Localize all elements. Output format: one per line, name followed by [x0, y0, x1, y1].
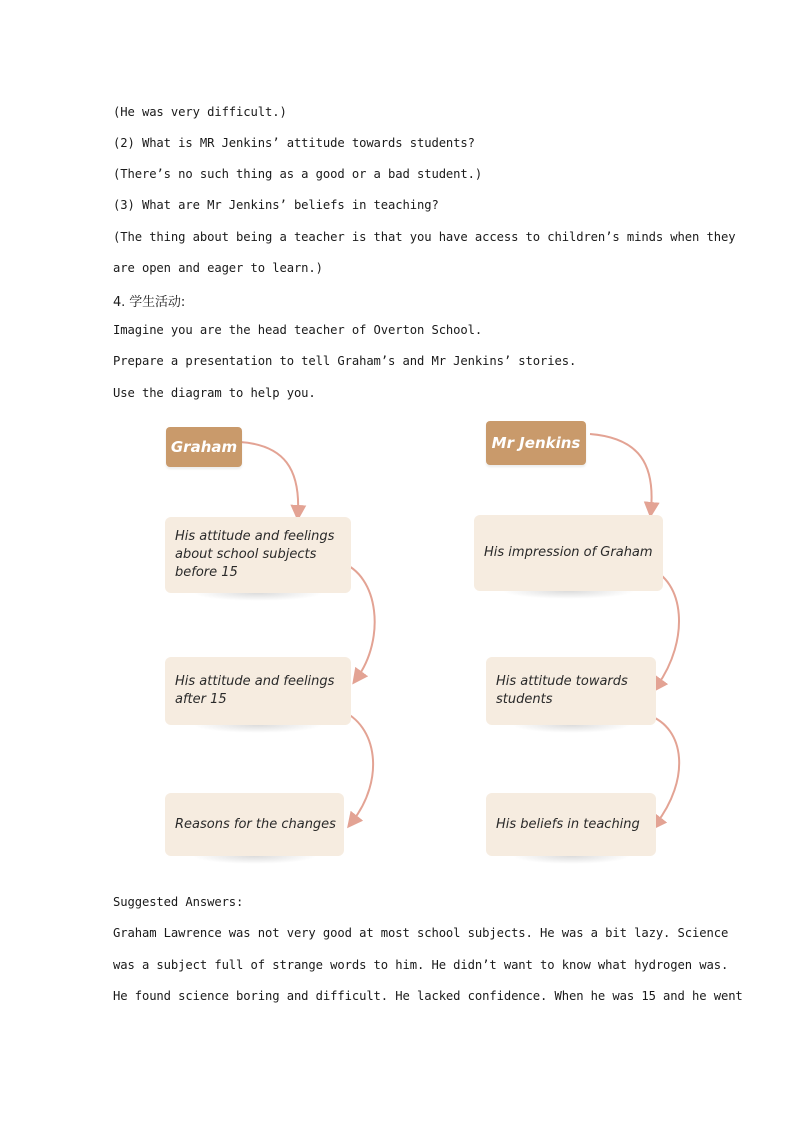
arrow-graham-3 — [340, 710, 373, 822]
text-line: (He was very difficult.) — [113, 105, 287, 119]
answer-2: (There’s no such thing as a good or a bad student.) — [113, 167, 483, 181]
jenkins-header: Mr Jenkins — [486, 421, 586, 465]
instruction-2: Prepare a presentation to tell Graham’s and Mr Jenkins’ stories. — [113, 354, 577, 368]
arrow-jenkins-1 — [590, 434, 652, 510]
answers-heading: Suggested Answers: — [113, 895, 244, 909]
answer-3-line-1: (The thing about being a teacher is that you have access to children’s minds when they — [113, 230, 736, 244]
section-heading: 4. 学生活动: — [113, 295, 186, 310]
instruction-3: Use the diagram to help you. — [113, 386, 316, 400]
graham-box-2: His attitude and feelings after 15 — [165, 657, 351, 725]
answer-line-1: Graham Lawrence was not very good at most school subjects. He was a bit lazy. Science — [113, 926, 729, 940]
graham-box-3: Reasons for the changes — [165, 793, 344, 856]
jenkins-box-3: His beliefs in teaching — [486, 793, 656, 856]
answer-line-3: He found science boring and difficult. He lacked confidence. When he was 15 and he went — [113, 989, 743, 1003]
graham-box-1: His attitude and feelings about school subjects before 15 — [165, 517, 351, 593]
story-diagram — [0, 410, 794, 880]
question-2: (2) What is MR Jenkins’ attitude towards students? — [113, 136, 475, 150]
answer-3-line-2: are open and eager to learn.) — [113, 261, 323, 275]
graham-header: Graham — [166, 427, 242, 467]
instruction-1: Imagine you are the head teacher of Overton School. — [113, 323, 483, 337]
answer-line-2: was a subject full of strange words to him. He didn’t want to know what hydrogen was. — [113, 958, 729, 972]
question-3: (3) What are Mr Jenkins’ beliefs in teaching? — [113, 198, 439, 212]
arrow-graham-1 — [240, 442, 298, 513]
diagram-arrows — [0, 410, 794, 880]
jenkins-box-1: His impression of Graham — [474, 515, 663, 591]
jenkins-box-2: His attitude towards students — [486, 657, 656, 725]
